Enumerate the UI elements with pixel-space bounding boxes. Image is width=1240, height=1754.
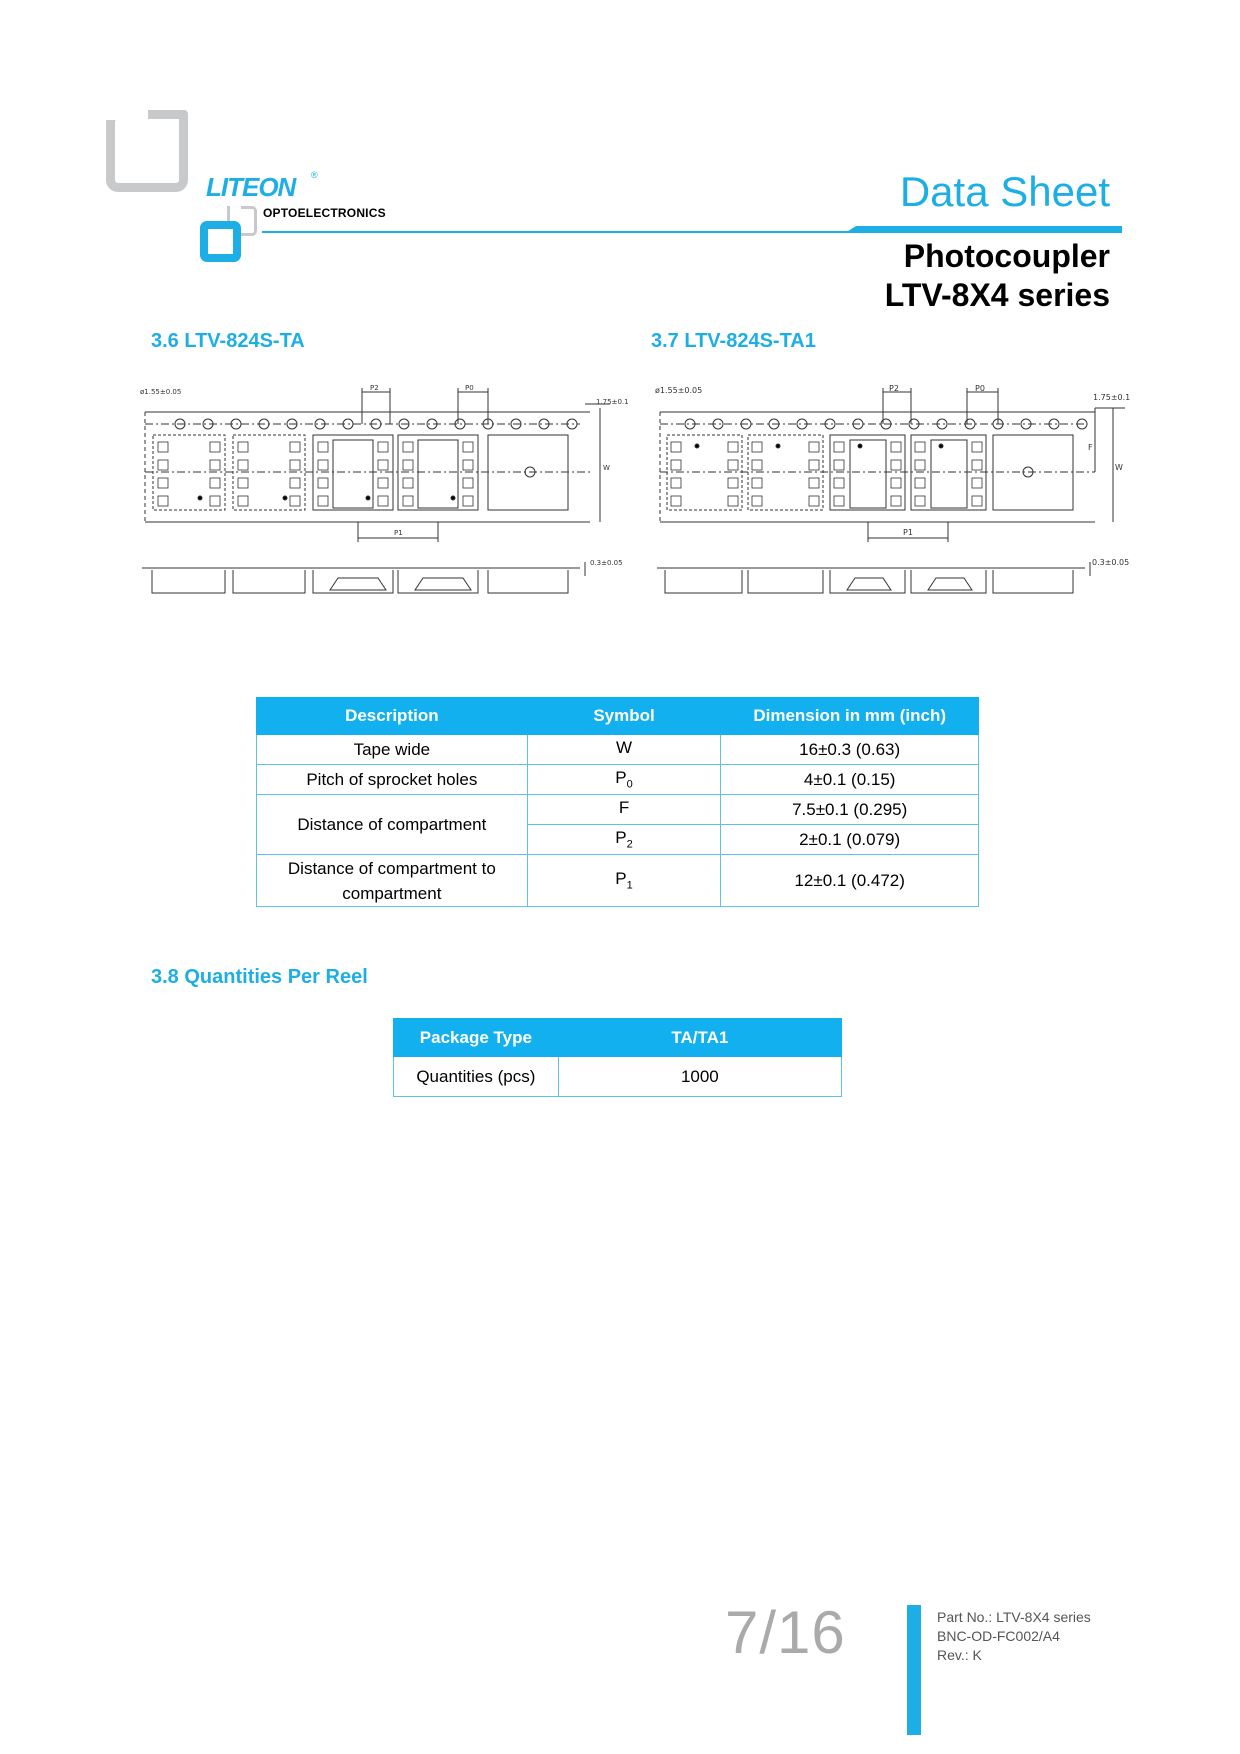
table-row <box>257 735 979 765</box>
cell-qty-value: 1000 <box>558 1057 841 1097</box>
cell-symbol: W <box>527 735 721 765</box>
page-number: 7/16 <box>725 1599 846 1666</box>
footer-doc-no: BNC-OD-FC002/A4 <box>937 1628 1060 1644</box>
left-p2-label: P2 <box>370 384 379 392</box>
footer-part-no: Part No.: LTV-8X4 series <box>937 1609 1091 1625</box>
left-thickness-label: 0.3±0.05 <box>590 559 623 567</box>
section-3-8-title: 3.8 Quantities Per Reel <box>151 966 368 988</box>
cell-desc: Distance of compartment to compartment <box>257 855 528 907</box>
section-3-7-title: 3.7 LTV-824S-TA1 <box>651 330 816 352</box>
logo-grey-square <box>106 110 188 192</box>
cell-desc: Tape wide <box>257 735 528 765</box>
right-p2-label: P2 <box>889 384 899 393</box>
col-symbol: Symbol <box>527 698 721 735</box>
right-p0-label: P0 <box>975 384 985 393</box>
col-package-type: Package Type <box>394 1019 559 1057</box>
quantity-table <box>393 1018 842 1097</box>
dimension-table <box>256 697 979 907</box>
cell-dim: 7.5±0.1 (0.295) <box>721 795 979 825</box>
cell-dim: 12±0.1 (0.472) <box>721 855 979 907</box>
left-175-label: 1.75±0.1 <box>596 398 629 406</box>
table-header-row <box>394 1019 842 1057</box>
cell-dim: 2±0.1 (0.079) <box>721 825 979 855</box>
tape-drawing-ta <box>140 380 630 610</box>
footer-rev: Rev.: K <box>937 1647 982 1663</box>
table-row <box>394 1057 842 1097</box>
cell-symbol: $P_0$ <box>527 765 721 795</box>
table-row <box>257 855 979 907</box>
tape-drawing-ta1 <box>655 380 1135 610</box>
right-p1-label: P1 <box>903 528 913 537</box>
cell-symbol: $P_2$ <box>527 825 721 855</box>
cell-dim: 16±0.3 (0.63) <box>721 735 979 765</box>
cell-desc: Pitch of sprocket holes <box>257 765 528 795</box>
right-hole-label: ø1.55±0.05 <box>655 386 703 395</box>
header-rule-accent <box>845 226 1122 233</box>
registered-mark-icon: ® <box>311 170 318 180</box>
table-header-row <box>257 698 979 735</box>
right-175-label: 1.75±0.1 <box>1093 393 1131 402</box>
right-thickness-label: 0.3±0.05 <box>1092 558 1130 567</box>
logo-blue-square <box>200 221 241 262</box>
product-title: Photocoupler <box>903 238 1110 274</box>
cell-symbol: F <box>527 795 721 825</box>
logo-cut <box>106 106 148 120</box>
brand-logo: LITEON <box>206 172 296 202</box>
doc-type-title: Data Sheet <box>899 168 1110 215</box>
table-row <box>257 795 979 825</box>
right-w-label: W <box>1115 463 1123 472</box>
cell-qty-label: Quantities (pcs) <box>394 1057 559 1097</box>
brand-subtitle: OPTOELECTRONICS <box>263 206 386 220</box>
cell-dim: 4±0.1 (0.15) <box>721 765 979 795</box>
cell-symbol: $P_1$ <box>527 855 721 907</box>
section-3-6-title: 3.6 LTV-824S-TA <box>151 330 305 352</box>
col-ta-ta1: TA/TA1 <box>558 1019 841 1057</box>
footer-bar <box>907 1605 921 1735</box>
left-p1-label: P1 <box>394 529 403 537</box>
col-dimension: Dimension in mm (inch) <box>721 698 979 735</box>
left-w-label: W <box>603 464 610 472</box>
col-description: Description <box>257 698 528 735</box>
right-f-label: F <box>1088 443 1093 452</box>
left-p0-label: P0 <box>465 384 474 392</box>
left-hole-label: ø1.55±0.05 <box>140 388 182 396</box>
series-title: LTV-8X4 series <box>884 277 1110 313</box>
table-row <box>257 765 979 795</box>
cell-desc: Distance of compartment <box>257 795 528 855</box>
logo-small-square <box>241 206 257 236</box>
